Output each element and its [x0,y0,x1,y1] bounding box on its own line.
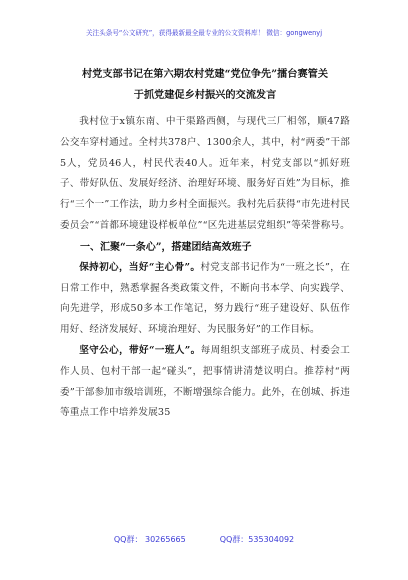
paragraph-1-lead: 保持初心，当好“主心骨”。 [79,261,201,273]
footer-qq-group-1: QQ群： 30265665 [113,535,186,544]
document-body [60,64,350,424]
footer-qq-group-2: QQ群：535304092 [219,535,295,544]
paragraph-1-body: 村党支部书记作为“一班之长”，在日常工作中，熟悉掌握各类政策文件，不断向书本学、向实践学、向先进学，形成50多本工作笔记，努力践行“班子建设好、队伍作用好、经济发展好、环境治理好、为民服务好”的工作目标。 [60,261,350,336]
document-title-line-1: 村党支部书记在第六期农村党建“党位争先”擂台赛管关 [81,68,329,80]
paragraph-1 [60,258,350,341]
intro-paragraph: 我村位于x镇东南、中干渠路西侧，与现代三厂相邻，顺47路公交车穿村通过。全村共378户、1300余人，其中，村“两委”干部5人，党员46人，村民代表40人。近年来，村党支部以“抓好班子、带好队伍、发展好经济、治理好环境、服务好百姓”为目标，推行“三个一”工作法，助力乡村全面振兴。我村先后获得“市先进村民委员会”“首都环境建设样板单位”“区先进基层党组织”等荣誉称号。 [60,116,350,231]
paragraph-2 [60,341,350,424]
header-banner: 关注头条号“公文研究”，获得最新最全最专业的公文资料库！ 微信：gongwenyj [85,29,323,37]
footer [0,534,408,545]
document-title-line-2: 于抓党建促乡村振兴的交流发言 [133,89,277,101]
section-heading-1: 一、汇聚“一条心”，搭建团结高效班子 [80,241,252,253]
paragraph-2-body: 每周组织支部班子成员、村委会工作人员、包村干部一起“碰头”，把事情讲清楚议明白。推荐村“两委”干部参加市级培训班，不断增强综合能力。此外，在创城、拆违等重点工作中培养发展35 [60,344,351,419]
paragraph-2-lead: 坚守公心，带好“一班人”。 [79,344,201,356]
